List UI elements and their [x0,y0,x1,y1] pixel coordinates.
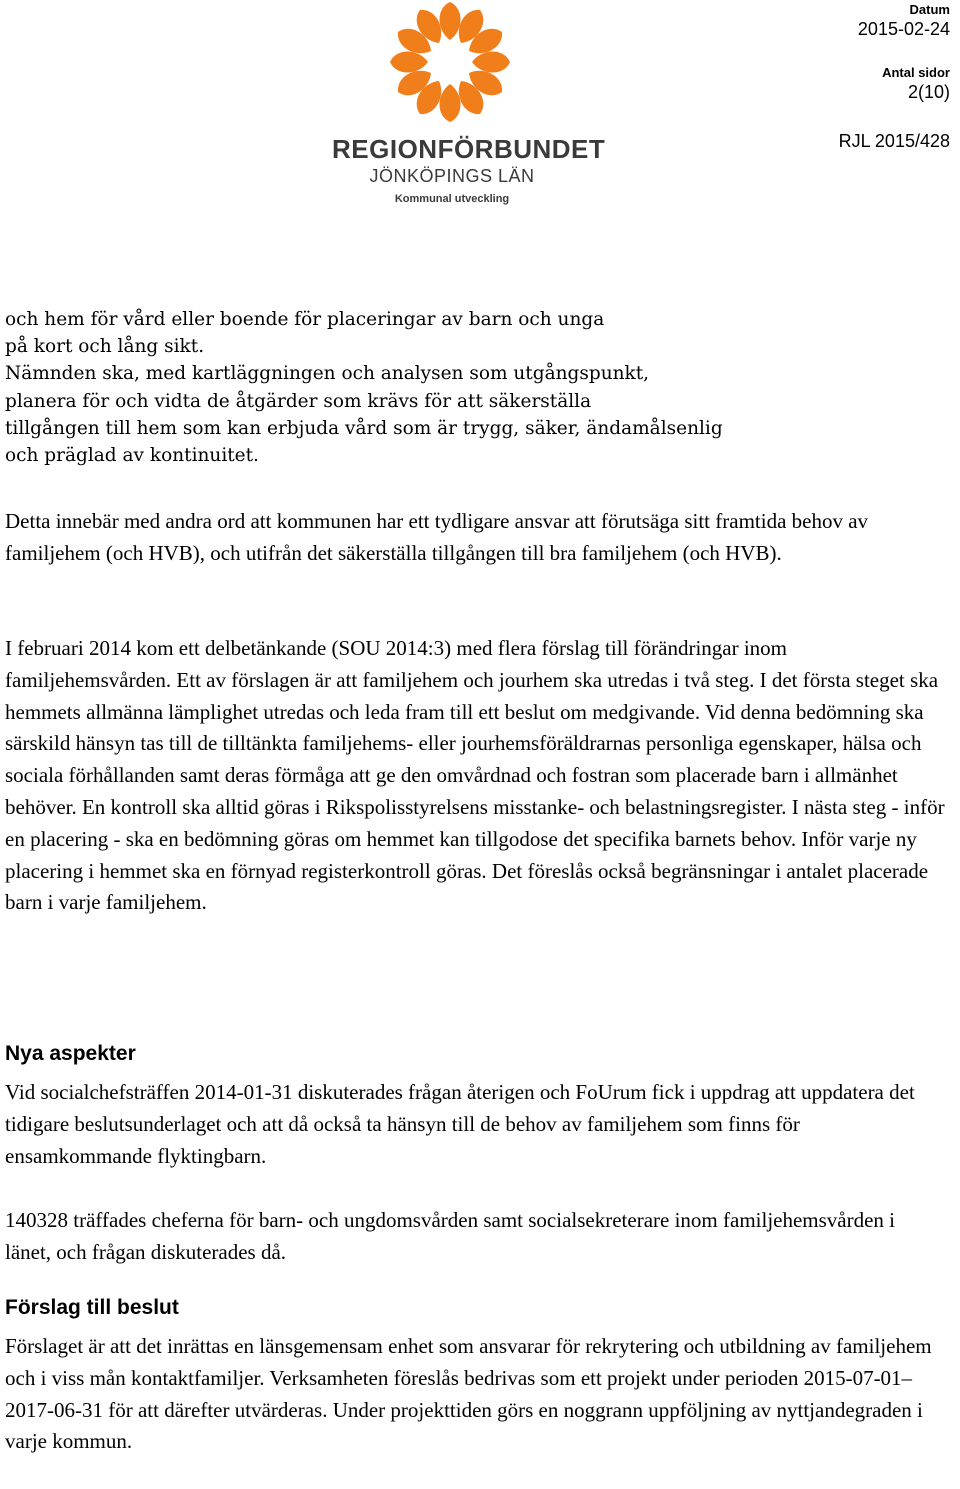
section-paragraph: 140328 träffades cheferna för barn- och ungdomsvården samt socialsekreterare inom familjehemsvården i länet, och frågan diskuterades då. [5,1208,896,1264]
date-value: 2015-02-24 [857,19,950,39]
logo-petal [390,52,428,73]
section-paragraph: Förslaget är att det inrättas en länsgemensam enhet som ansvarar för rekrytering och utbildning av familjehem och i viss mån kontaktfamiljer. Verksamheten föreslås bedrivas som ett projekt under perioden 2015-07-01–2017-06-31 för att därefter utvärderas. Under projekttiden görs en noggrann uppföljning av nyttjandegraden i varje kommun. [5,1334,932,1454]
date-label: Datum [909,2,950,17]
section-heading-forslag: Förslag till beslut [5,1296,179,1319]
pages-block [650,65,950,103]
pages-value: 2(10) [907,82,950,102]
section-paragraph: Vid socialchefsträffen 2014-01-31 diskuterades frågan återigen och FoUrum fick i uppdrag att uppdatera det tidigare beslutsunderlaget och att då också ta hänsyn till de behov av familjehem som finns för ensamkommande flyktingbarn. [5,1080,915,1168]
logo-petal [472,52,510,73]
pages-label: Antal sidor [882,65,950,80]
logo-region: JÖNKÖPINGS LÄN [369,166,535,186]
flower-logo-icon [332,0,572,132]
body-paragraph-2: I februari 2014 kom ett delbetänkande (SOU 2014:3) med flera förslag till förändringar inom familjehemsvården. Ett av förslagen är att familjehem och jourhem ska utredas i två steg. I det första steget ska hemmets allmänna lämplighet utredas och leda fram till ett beslut om medgivande. Vid denna bedömning ska särskild hänsyn tas till de tilltänkta familjehems- eller jourhemsföräldrarnas personliga egenskaper, hälsa och sociala förhållanden samt deras förmåga att ge den omvårdnad och fostran som placerade barn i allmänhet behöver. En kontroll ska alltid göras i Rikspolisstyrelsens misstanke- och belastningsregister. I nästa steg - inför en placering - ska en bedömning göras om hemmet kan tillgodose det specifika barnets behov. Inför varje ny placering i hemmet ska en förnyad registerkontroll göras. Det föreslås också begränsningar i antalet placerade barn i varje familjehem. [5,636,945,915]
reference-value: RJL 2015/428 [838,131,950,151]
logo-petal [440,84,461,122]
logo-name: REGIONFÖRBUNDET [332,134,606,164]
reference-block [650,130,950,152]
logo [332,0,606,214]
logo-petal [440,2,461,40]
lead-paragraph: och hem för vård eller boende för placeringar av barn och unga på kort och lång sikt. Nämnden ska, med kartläggningen och analysen som utgångspunkt, planera för och vidta de åtgärder som krävs för att säkerställa tillgången till hem som kan erbjuda vård som är trygg, säker, ändamålsenlig och präglad av kontinuitet. [5,309,723,467]
body-paragraph-1: Detta innebär med andra ord att kommunen har ett tydligare ansvar att förutsäga sitt framtida behov av familjehem (och HVB), och utifrån det säkerställa tillgången till bra familjehem (och HVB). [5,509,869,565]
section-heading-nya-aspekter: Nya aspekter [5,1042,136,1065]
logo-unit: Kommunal utveckling [394,193,510,205]
date-block [650,2,950,40]
